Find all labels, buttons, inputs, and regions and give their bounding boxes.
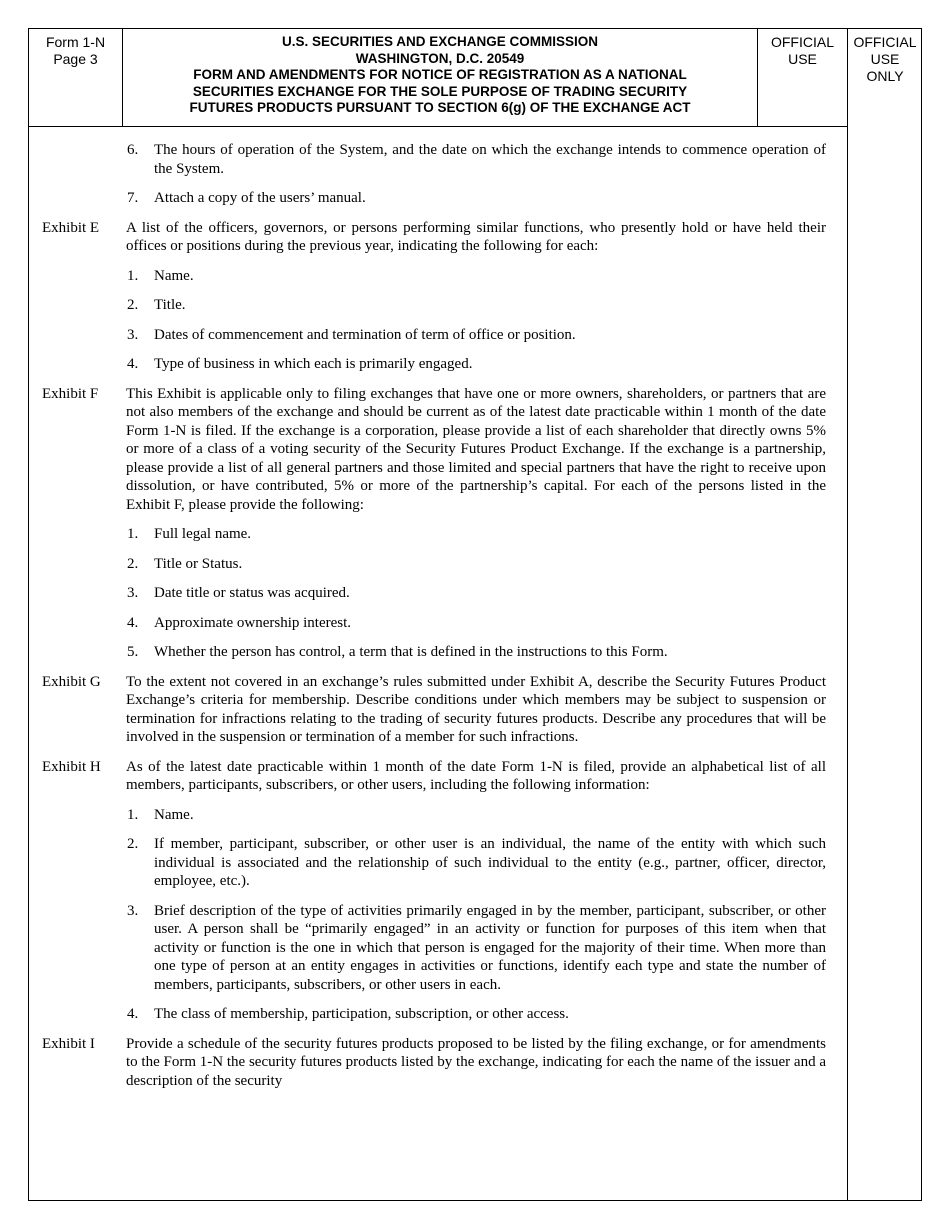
list-item [42, 643, 826, 662]
page-number: Page 3 [53, 51, 98, 67]
list-item [42, 806, 826, 825]
title-line: SECURITIES EXCHANGE FOR THE SOLE PURPOSE OF TRADING SECURITY [192, 83, 688, 99]
official-use-only-line: OFFICIAL [853, 34, 917, 50]
form-page [28, 28, 922, 1201]
exhibit-description: As of the latest date practicable within 1 month of the date Form 1-N is filed, provide an alphabetical list of all members, participants, subscribers, or other users, including the following information: [126, 758, 826, 793]
title-line: FORM AND AMENDMENTS FOR NOTICE OF REGISTRATION AS A NATIONAL [193, 67, 687, 83]
list-item-number: 6. [127, 142, 139, 158]
list-item [42, 355, 826, 374]
list-item-number: 2. [127, 555, 139, 572]
list-item-number: 3. [127, 326, 139, 343]
list-item-text: If member, participant, subscriber, or other user is an individual, the name of the entity with which such individual is associated and the relationship of such individual to the entity (e.g., partner, officer, director, employee, etc.). [154, 836, 826, 889]
official-use-only-line: USE [870, 51, 900, 67]
list-item-text: Approximate ownership interest. [154, 614, 352, 631]
list-item-number: 3. [127, 902, 139, 919]
list-item [42, 525, 826, 544]
exhibit-description: This Exhibit is applicable only to filing exchanges that have one or more owners, shareholders, or partners that are not also members of the exchange and should be current as of the latest date practicable within 1 month of the date Form 1-N is filed. If the exchange is a corporation, please provide a list of each shareholder that directly owns 5% or more of a class of a voting security of the Security Futures Product Exchange. If the exchange is a partnership, please provide a list of all general partners and those limited and special partners that have the right to receive upon dissolution, or have contributed, 5% or more of the partnership’s capital. For each of the persons listed in the Exhibit F, please provide the following: [126, 385, 826, 513]
official-use-only-line: ONLY [866, 68, 904, 84]
exhibit-i [42, 1035, 826, 1091]
list-item-text: Name. [154, 806, 194, 823]
form-id-box [29, 29, 123, 126]
list-item [42, 267, 826, 286]
list-item-text: The class of membership, participation, subscription, or other access. [154, 1006, 569, 1022]
title-line: U.S. SECURITIES AND EXCHANGE COMMISSION [281, 34, 599, 49]
official-use-box [758, 29, 847, 126]
list-item-number: 5. [127, 644, 139, 660]
exhibit-label: Exhibit G [42, 673, 101, 690]
list-item-text: Date title or status was acquired. [154, 585, 350, 601]
form-body [42, 141, 826, 1101]
official-use-line: OFFICIAL [770, 34, 834, 50]
list-item-text: Title or Status. [154, 555, 243, 572]
form-title-box [123, 29, 758, 126]
list-item-number: 1. [127, 267, 139, 284]
list-item-number: 7. [127, 190, 139, 206]
list-item [42, 555, 826, 574]
list-item [42, 584, 826, 603]
exhibit-label: Exhibit E [42, 219, 100, 236]
title-line: FUTURES PRODUCTS PURSUANT TO SECTION 6(g) OF THE EXCHANGE ACT [189, 100, 691, 116]
exhibit-description: A list of the officers, governors, or persons performing similar functions, who presently hold or have held their offices or positions during the previous year, indicating the following for each: [126, 219, 826, 254]
official-use-only-column [847, 29, 922, 1200]
list-item [42, 296, 826, 315]
header-divider [29, 126, 847, 127]
exhibit-e [42, 219, 826, 256]
exhibit-description: Provide a schedule of the security futures products proposed to be listed by the filing exchange, or for amendments to the Form 1-N the security futures products listed by the exchange, indicating for each the name of the issuer and a description of the security [126, 1035, 826, 1089]
exhibit-label: Exhibit H [42, 758, 101, 775]
list-item-number: 4. [127, 1006, 139, 1022]
list-item-text: Whether the person has control, a term that is defined in the instructions to this Form. [154, 644, 668, 660]
exhibit-description: To the extent not covered in an exchange’s rules submitted under Exhibit A, describe the Security Futures Product Exchange’s criteria for membership. Describe conditions under which members may be subject to suspension or termination for infractions relating to the trading of security futures products. Describe any procedures that will be involved in the suspension or termination of a member for such infractions. [126, 673, 826, 745]
exhibit-g [42, 673, 826, 747]
list-item [42, 835, 826, 891]
official-use-line: USE [788, 51, 817, 67]
list-item-text: Dates of commencement and termination of term of office or position. [154, 326, 576, 343]
list-item [42, 141, 826, 178]
list-item-number: 1. [127, 526, 139, 542]
list-item [42, 326, 826, 345]
list-item [42, 614, 826, 633]
exhibit-label: Exhibit F [42, 385, 99, 402]
list-item-number: 1. [127, 806, 139, 823]
list-item-text: Brief description of the type of activities primarily engaged in by the member, participant, subscriber, or other user. A person shall be “primarily engaged” in an activity or function for purposes of this item when that activity or function is the one in which that person is engaged for the majority of their time. When more than one type of person at an entity engages in activities or functions, identify each type and state the number of members, participants, subscribers, or other users in each. [154, 902, 826, 993]
form-id: Form 1-N [45, 34, 106, 50]
list-item-text: Name. [154, 267, 194, 284]
list-item [42, 1005, 826, 1024]
list-item-number: 2. [127, 297, 139, 313]
title-line: WASHINGTON, D.C. 20549 [355, 50, 525, 66]
exhibit-h [42, 758, 826, 795]
list-item [42, 189, 826, 208]
list-item-number: 4. [127, 614, 139, 631]
list-item [42, 902, 826, 995]
list-item-number: 2. [127, 836, 139, 852]
list-item-text: Full legal name. [154, 526, 252, 542]
list-item-text: Title. [154, 297, 186, 313]
list-item-number: 4. [127, 356, 139, 372]
list-item-text: Type of business in which each is primarily engaged. [154, 356, 473, 372]
exhibit-f [42, 385, 826, 515]
list-item-number: 3. [127, 585, 139, 601]
exhibit-label: Exhibit I [42, 1035, 95, 1052]
list-item-text: Attach a copy of the users’ manual. [154, 190, 366, 206]
list-item-text: The hours of operation of the System, and the date on which the exchange intends to commence operation of the System. [154, 142, 826, 177]
